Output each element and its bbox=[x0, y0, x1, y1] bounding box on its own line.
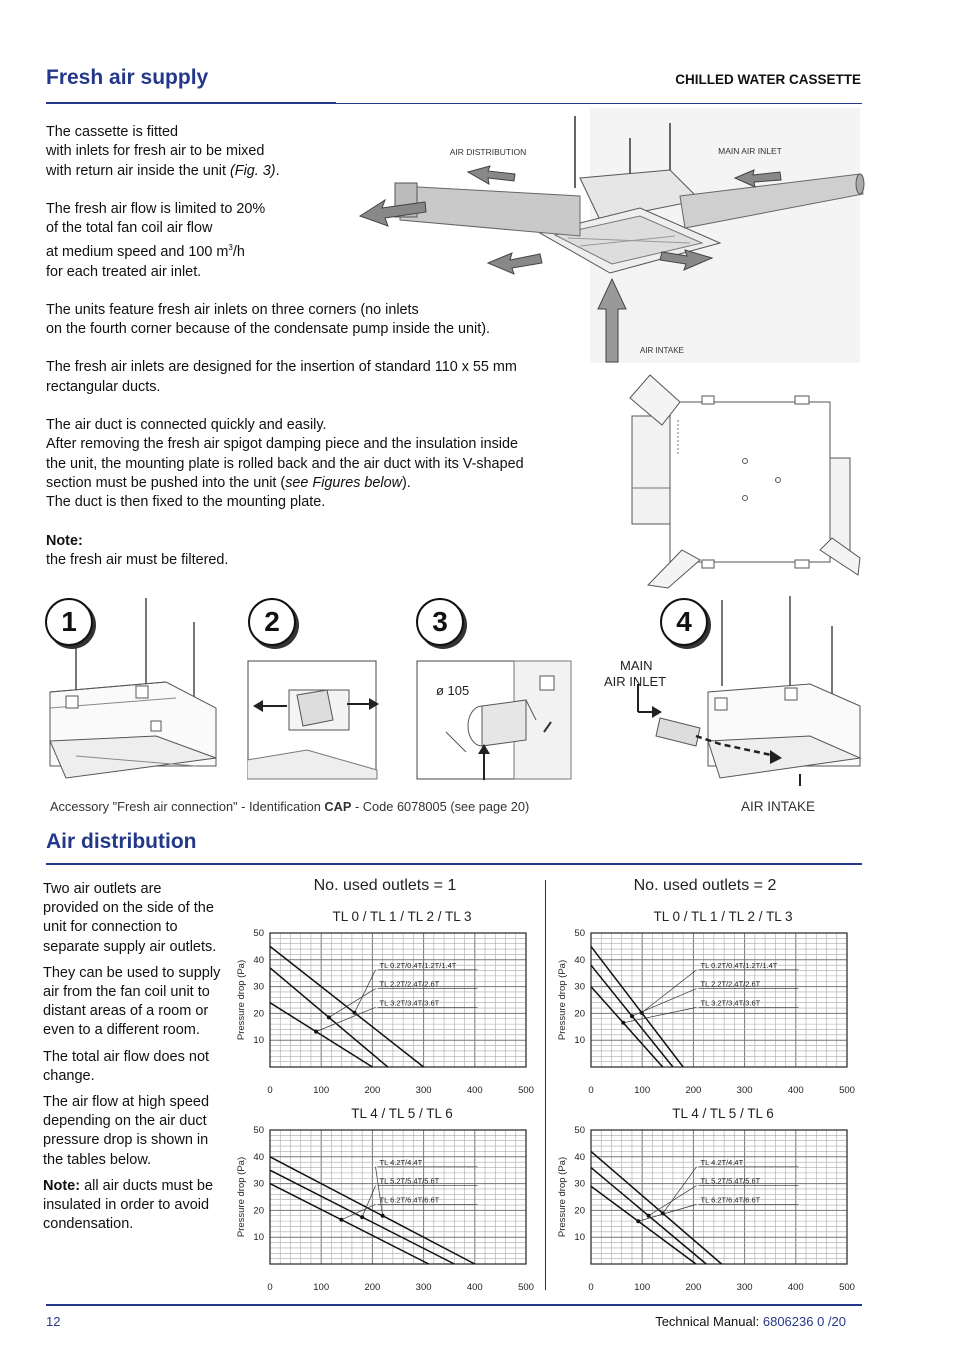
y-tick-label: 40 bbox=[253, 1151, 264, 1163]
series-line bbox=[591, 1151, 722, 1264]
x-tick-label: 100 bbox=[634, 1085, 651, 1096]
paragraph-flow-limit: The fresh air flow is limited to 20% of the total fan coil air flow at medium speed and 100 $m^3/h$ for each treated air inlet. bbox=[46, 200, 266, 280]
step-3-badge: 3 bbox=[416, 598, 464, 646]
y-tick-label: 30 bbox=[253, 981, 264, 993]
x-tick-label: 500 bbox=[839, 1085, 855, 1096]
x-tick-label: 100 bbox=[313, 1085, 330, 1096]
y-tick-label: 50 bbox=[574, 928, 585, 939]
step-3-illustration bbox=[416, 660, 574, 782]
y-tick-label: 50 bbox=[574, 1125, 585, 1136]
series-leader bbox=[362, 1186, 375, 1218]
series-marker bbox=[630, 1014, 634, 1018]
x-tick-label: 0 bbox=[267, 1282, 273, 1293]
chart-2-title: TL 0 / TL 1 / TL 2 / TL 3 bbox=[653, 909, 793, 924]
series-label: TL 2.2T/2.4T/2.6T bbox=[700, 979, 761, 989]
footer-rule bbox=[46, 1304, 862, 1306]
series-leader bbox=[632, 989, 697, 1016]
y-tick-label: 10 bbox=[253, 1232, 264, 1244]
y-tick-label: 10 bbox=[574, 1035, 585, 1047]
step-2-badge: 2 bbox=[248, 598, 296, 646]
paragraph-duct-size: The fresh air inlets are designed for the insertion of standard 110 x 55 mm rectangular ducts. bbox=[46, 359, 517, 395]
series-line bbox=[591, 1186, 696, 1264]
series-leader bbox=[376, 1167, 383, 1216]
series-leader bbox=[663, 1167, 697, 1214]
series-label: TL 0.2T/0.4T/1.2T/1.4T bbox=[700, 960, 778, 970]
header-rule-thick bbox=[46, 102, 336, 104]
series-marker bbox=[381, 1214, 385, 1218]
y-tick-label: 30 bbox=[574, 1178, 585, 1190]
y-tick-label: 20 bbox=[253, 1205, 264, 1217]
chart-4 bbox=[553, 1102, 859, 1297]
step-1-badge: 1 bbox=[45, 598, 93, 646]
chart-1-title: TL 0 / TL 1 / TL 2 / TL 3 bbox=[332, 909, 472, 924]
x-tick-label: 300 bbox=[415, 1282, 432, 1293]
accessory-caption: Accessory "Fresh air connection" - Identification CAP - Code 6078005 (see page 20) bbox=[50, 799, 530, 814]
series-marker bbox=[621, 1021, 625, 1025]
x-tick-label: 0 bbox=[588, 1282, 594, 1293]
chart-2 bbox=[553, 905, 859, 1100]
x-tick-label: 0 bbox=[588, 1085, 594, 1096]
chart-3-title: TL 4 / TL 5 / TL 6 bbox=[351, 1106, 453, 1121]
series-label: TL 3.2T/3.4T/3.6T bbox=[700, 998, 761, 1008]
y-tick-label: 50 bbox=[253, 1125, 264, 1136]
y-tick-label: 10 bbox=[574, 1232, 585, 1244]
label-main-air-inlet: MAIN AIR INLET bbox=[718, 146, 782, 156]
series-marker bbox=[339, 1218, 343, 1222]
manual-reference: Technical Manual: 6806236 0 /20 bbox=[655, 1314, 846, 1329]
series-label: TL 4.2T/4.4T bbox=[700, 1157, 744, 1167]
chart-group-title-2: No. used outlets = 2 bbox=[633, 877, 777, 894]
x-tick-label: 300 bbox=[736, 1282, 753, 1293]
y-tick-label: 20 bbox=[574, 1205, 585, 1217]
x-tick-label: 100 bbox=[313, 1282, 330, 1293]
x-tick-label: 400 bbox=[466, 1085, 483, 1096]
diameter-label: ø 105 bbox=[436, 683, 470, 698]
series-label: TL 3.2T/3.4T/3.6T bbox=[379, 998, 440, 1008]
step-2-illustration bbox=[247, 660, 379, 782]
x-tick-label: 200 bbox=[685, 1085, 702, 1096]
x-tick-label: 400 bbox=[787, 1282, 804, 1293]
series-label: TL 6.2T/6.4T/6.6T bbox=[379, 1195, 440, 1205]
x-tick-label: 200 bbox=[685, 1282, 702, 1293]
chart-group-title-1: No. used outlets = 1 bbox=[313, 877, 457, 894]
air-distribution-rule bbox=[46, 863, 862, 865]
series-label: TL 5.2T/5.4T/5.6T bbox=[700, 1176, 761, 1186]
series-label: TL 2.2T/2.4T/2.6T bbox=[379, 979, 440, 989]
section-title-air-distribution: Air distribution bbox=[46, 830, 197, 853]
y-tick-label: 20 bbox=[253, 1008, 264, 1020]
air-distribution-text: Two air outlets are provided on the side of the unit for connection to separate supply air outlets. They can be used to supply air from the fan coil unit to distant areas of a room or even to a different room. The total air flow does not change. The air flow at high speed depending on the air duct pressure drop is shown in the tables below. Note: all air ducts must be insulated in order to avoid condensation. bbox=[43, 881, 221, 1233]
paragraph-note: Note: the fresh air must be filtered. bbox=[46, 532, 229, 568]
x-tick-label: 300 bbox=[736, 1085, 753, 1096]
cassette-illustration bbox=[340, 108, 865, 368]
series-marker bbox=[327, 1015, 331, 1019]
label-air-intake: AIR INTAKE bbox=[640, 346, 684, 355]
series-label: TL 4.2T/4.4T bbox=[379, 1157, 423, 1167]
x-tick-label: 500 bbox=[518, 1085, 534, 1096]
x-tick-label: 500 bbox=[839, 1282, 855, 1293]
chart-3 bbox=[232, 1102, 538, 1297]
air-intake-caption: AIR INTAKE bbox=[741, 799, 816, 814]
x-tick-label: 400 bbox=[466, 1282, 483, 1293]
x-tick-label: 0 bbox=[267, 1085, 273, 1096]
y-axis-label: Pressure drop (Pa) bbox=[236, 959, 247, 1041]
y-axis-label: Pressure drop (Pa) bbox=[557, 1156, 568, 1238]
page-number: 12 bbox=[46, 1314, 61, 1329]
unit-top-view bbox=[620, 370, 865, 590]
series-label: TL 5.2T/5.4T/5.6T bbox=[379, 1176, 440, 1186]
chart-3-plot bbox=[232, 1102, 538, 1297]
paragraph-corners: The units feature fresh air inlets on three corners (no inlets on the fourth corner because of the condensate pump inside the unit). bbox=[46, 301, 491, 338]
chart-4-plot bbox=[553, 1102, 859, 1297]
step-4-badge: 4 bbox=[660, 598, 708, 646]
header-rule-thin bbox=[336, 103, 862, 104]
figure-reference: (Fig. 3) bbox=[229, 162, 276, 179]
y-axis-label: Pressure drop (Pa) bbox=[557, 959, 568, 1041]
main-air-inlet-label-2: AIR INLET bbox=[604, 674, 667, 689]
x-tick-label: 300 bbox=[415, 1085, 432, 1096]
chart-1 bbox=[232, 905, 538, 1100]
y-tick-label: 40 bbox=[253, 954, 264, 966]
series-leader bbox=[316, 1007, 375, 1031]
series-marker bbox=[352, 1011, 356, 1015]
step-4-illustration bbox=[600, 596, 865, 786]
x-tick-label: 500 bbox=[518, 1282, 534, 1293]
y-tick-label: 30 bbox=[574, 981, 585, 993]
y-tick-label: 30 bbox=[253, 1178, 264, 1190]
paragraph-inlets: The cassette is fitted with inlets for fresh air to be mixed with return air inside the unit (Fig. 3). bbox=[46, 124, 280, 179]
y-tick-label: 50 bbox=[253, 928, 264, 939]
series-marker bbox=[647, 1214, 651, 1218]
series-leader bbox=[341, 1204, 375, 1219]
chart-1-plot bbox=[232, 905, 538, 1100]
y-tick-label: 40 bbox=[574, 1151, 585, 1163]
chart-4-title: TL 4 / TL 5 / TL 6 bbox=[672, 1106, 774, 1121]
series-line bbox=[591, 946, 683, 1067]
chart-divider bbox=[545, 880, 546, 1290]
series-label: TL 0.2T/0.4T/1.2T/1.4T bbox=[379, 960, 457, 970]
product-header: CHILLED WATER CASSETTE bbox=[675, 72, 861, 87]
paragraph-installation: The air duct is connected quickly and easily. After removing the fresh air spigot damping piece and the insulation inside the unit, the mounting plate is rolled back and the air duct with its V-shaped section must be pushed into the unit (see Figures below). The duct is then fixed to the mounting plate. bbox=[46, 417, 524, 511]
series-marker bbox=[314, 1030, 318, 1034]
series-leader bbox=[642, 970, 697, 1013]
x-tick-label: 400 bbox=[787, 1085, 804, 1096]
series-marker bbox=[636, 1219, 640, 1223]
chart-2-plot bbox=[553, 905, 859, 1100]
x-tick-label: 100 bbox=[634, 1282, 651, 1293]
main-air-inlet-label-1: MAIN bbox=[620, 658, 653, 673]
section-title-fresh-air: Fresh air supply bbox=[46, 66, 209, 89]
y-axis-label: Pressure drop (Pa) bbox=[236, 1156, 247, 1238]
y-tick-label: 40 bbox=[574, 954, 585, 966]
label-air-distribution: AIR DISTRIBUTION bbox=[449, 147, 527, 157]
x-tick-label: 200 bbox=[364, 1085, 381, 1096]
y-tick-label: 10 bbox=[253, 1035, 264, 1047]
series-label: TL 6.2T/6.4T/6.6T bbox=[700, 1195, 761, 1205]
series-marker bbox=[360, 1215, 364, 1219]
y-tick-label: 20 bbox=[574, 1008, 585, 1020]
x-tick-label: 200 bbox=[364, 1282, 381, 1293]
